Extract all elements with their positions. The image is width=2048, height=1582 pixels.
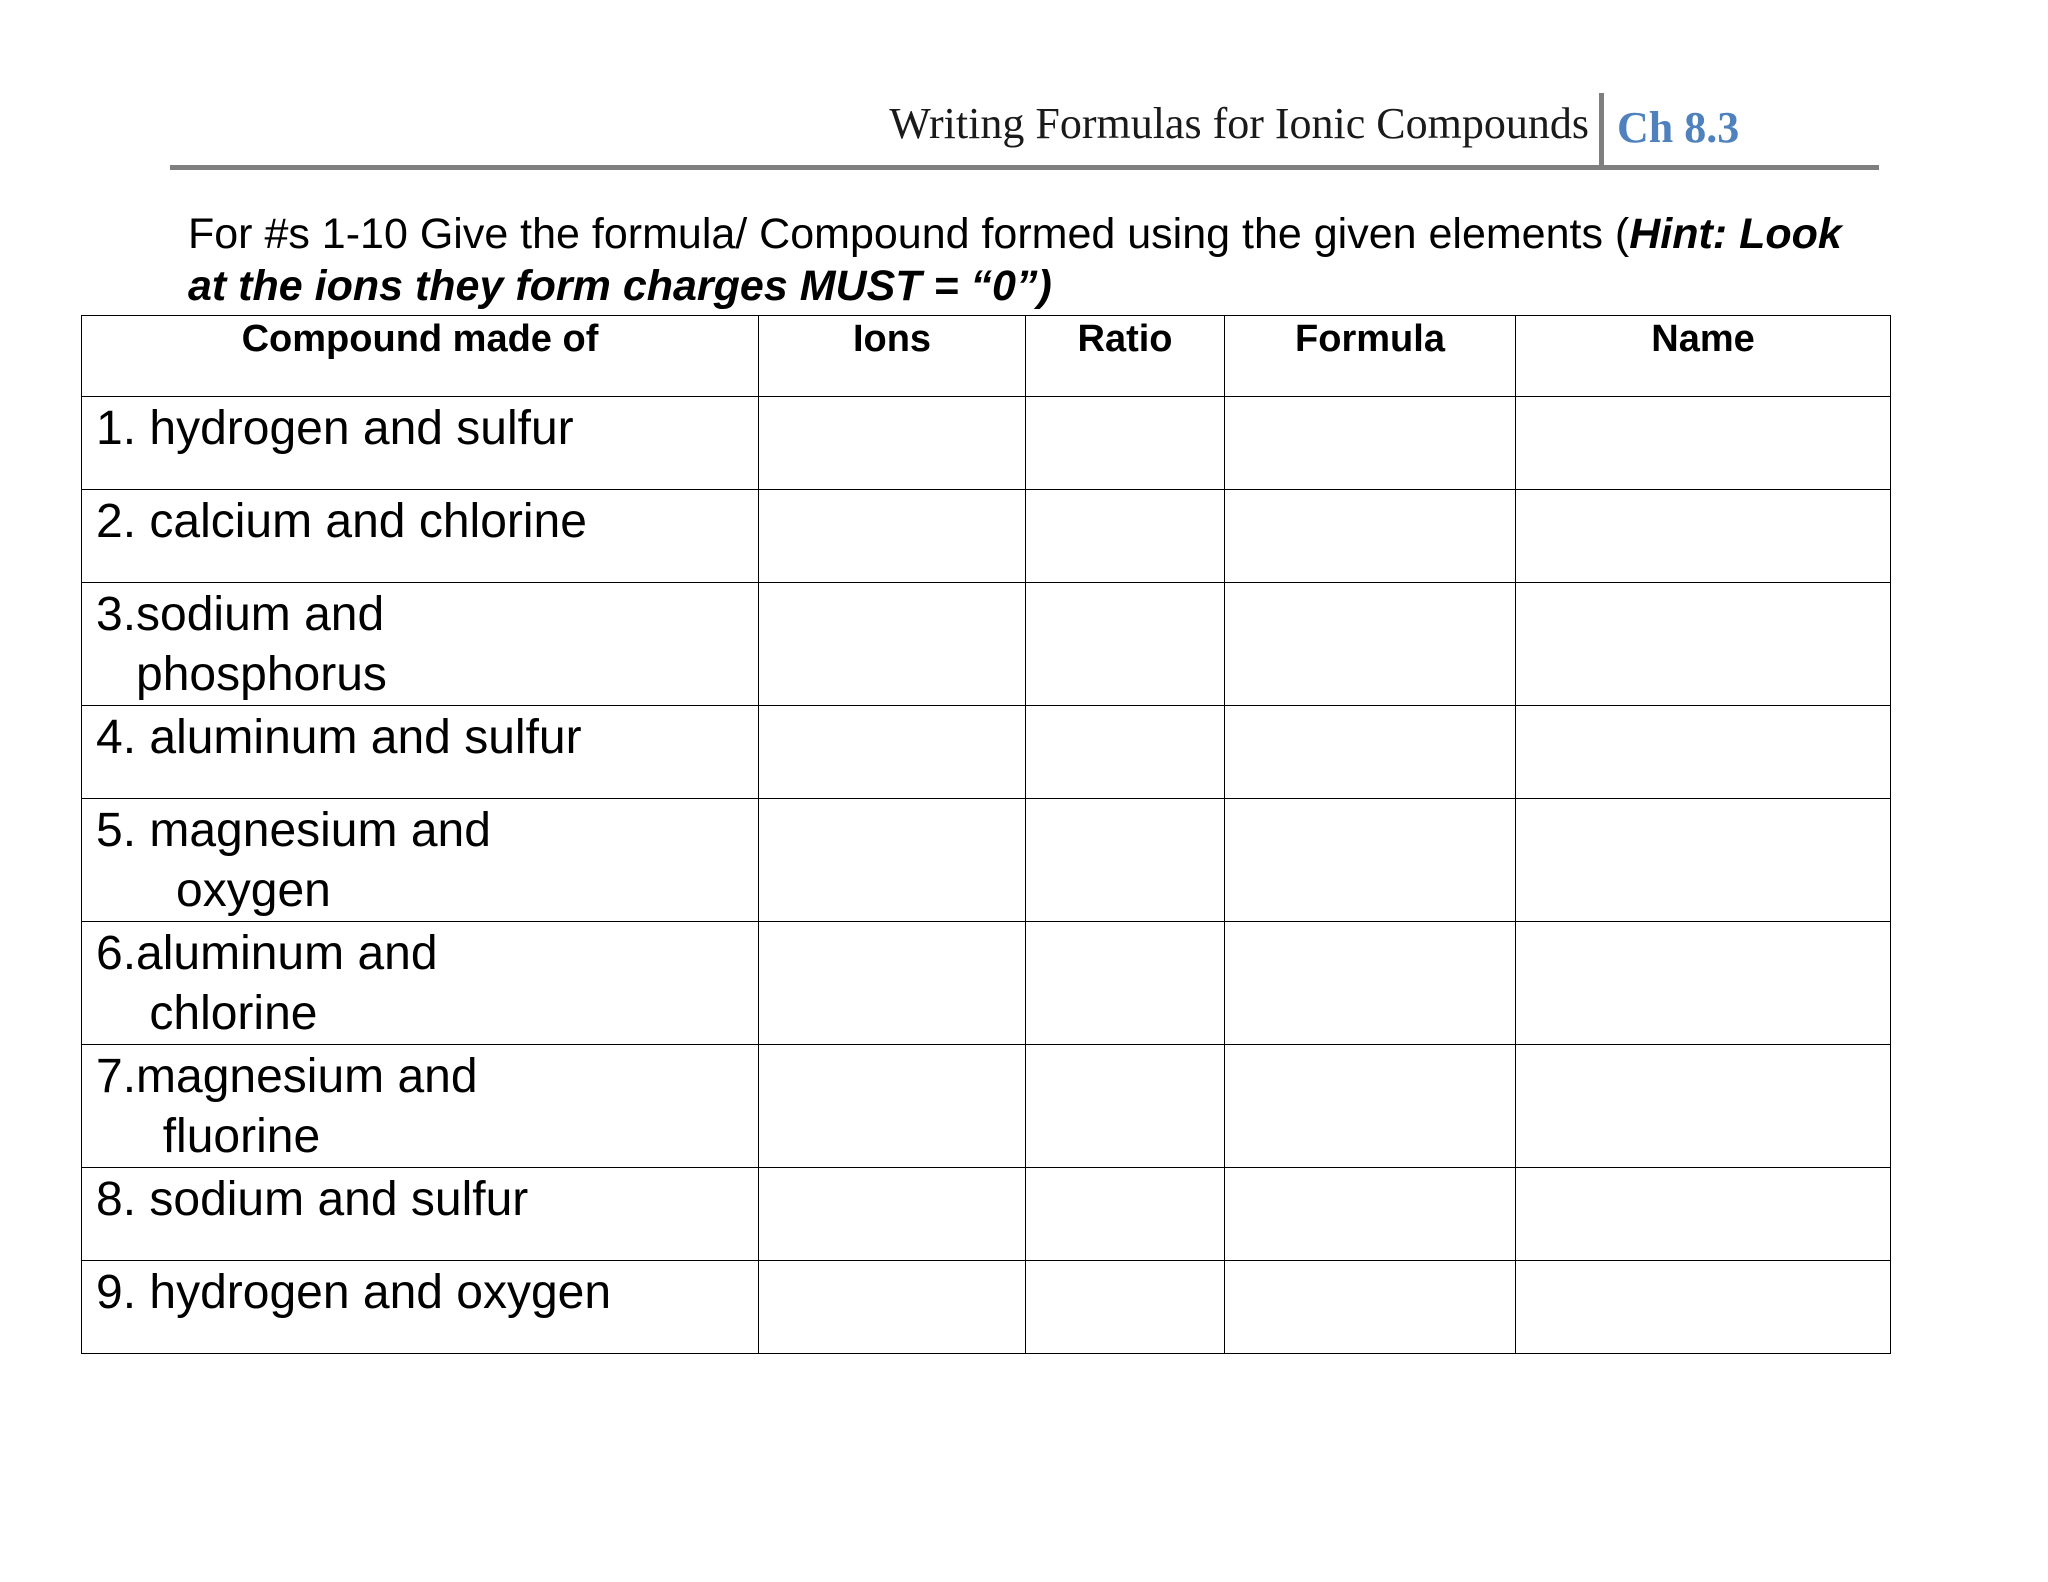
item-text: sodium and phosphorus [136, 588, 387, 701]
name-cell[interactable] [1516, 1168, 1891, 1261]
compound-cell [82, 1168, 759, 1261]
compound-cell [82, 1045, 759, 1168]
formula-cell[interactable] [1225, 799, 1516, 922]
item-number: 4. [96, 711, 137, 764]
ions-cell[interactable] [759, 490, 1026, 583]
column-header-formula: Formula [1225, 316, 1516, 397]
table-row [82, 490, 1891, 583]
ratio-cell[interactable] [1026, 1045, 1225, 1168]
formula-cell[interactable] [1225, 583, 1516, 706]
formula-cell[interactable] [1225, 490, 1516, 583]
item-text: aluminum and sulfur [149, 711, 582, 764]
name-cell[interactable] [1516, 583, 1891, 706]
compound-cell [82, 490, 759, 583]
table-header-row [82, 316, 1891, 397]
item-number: 6. [96, 927, 137, 980]
ratio-cell[interactable] [1026, 397, 1225, 490]
item-text: hydrogen and oxygen [149, 1266, 612, 1319]
table-row [82, 1168, 1891, 1261]
name-cell[interactable] [1516, 1045, 1891, 1168]
ions-cell[interactable] [759, 799, 1026, 922]
ratio-cell[interactable] [1026, 1261, 1225, 1354]
header-title: Writing Formulas for Ionic Compounds [889, 99, 1589, 148]
compound-cell [82, 922, 759, 1045]
name-cell[interactable] [1516, 799, 1891, 922]
compound-cell [82, 583, 759, 706]
ions-cell[interactable] [759, 922, 1026, 1045]
ions-cell[interactable] [759, 1261, 1026, 1354]
table-row [82, 706, 1891, 799]
table-row [82, 1261, 1891, 1354]
ions-cell[interactable] [759, 1168, 1026, 1261]
table-row [82, 922, 1891, 1045]
column-header-ions: Ions [759, 316, 1026, 397]
instructions [188, 208, 1888, 312]
ions-cell[interactable] [759, 706, 1026, 799]
formula-cell[interactable] [1225, 922, 1516, 1045]
item-text: hydrogen and sulfur [149, 402, 574, 455]
name-cell[interactable] [1516, 1261, 1891, 1354]
compound-cell [82, 799, 759, 922]
item-text: calcium and chlorine [149, 495, 587, 548]
ratio-cell[interactable] [1026, 583, 1225, 706]
column-header-ratio: Ratio [1026, 316, 1225, 397]
column-header-compound: Compound made of [82, 316, 759, 397]
name-cell[interactable] [1516, 397, 1891, 490]
item-text: magnesium and fluorine [136, 1050, 478, 1163]
name-cell[interactable] [1516, 706, 1891, 799]
header-rule [170, 165, 1879, 170]
formula-cell[interactable] [1225, 1261, 1516, 1354]
item-number: 1. [96, 402, 137, 455]
name-cell[interactable] [1516, 490, 1891, 583]
name-cell[interactable] [1516, 922, 1891, 1045]
ions-cell[interactable] [759, 397, 1026, 490]
ions-cell[interactable] [759, 1045, 1026, 1168]
item-number: 5. [96, 804, 137, 857]
table-row [82, 1045, 1891, 1168]
formula-cell[interactable] [1225, 706, 1516, 799]
formula-cell[interactable] [1225, 1168, 1516, 1261]
item-number: 8. [96, 1173, 137, 1226]
ratio-cell[interactable] [1026, 922, 1225, 1045]
header-chapter: Ch 8.3 [1617, 103, 1740, 152]
item-number: 7. [96, 1050, 137, 1103]
column-header-name: Name [1516, 316, 1891, 397]
formula-cell[interactable] [1225, 1045, 1516, 1168]
ratio-cell[interactable] [1026, 799, 1225, 922]
item-text: magnesium and oxygen [149, 804, 491, 917]
compound-cell [82, 706, 759, 799]
instructions-hint: Hint: Look at the ions they form charges MUST = “0”) [188, 210, 1842, 310]
table-row [82, 799, 1891, 922]
ratio-cell[interactable] [1026, 706, 1225, 799]
header-divider [1599, 93, 1604, 165]
item-number: 3. [96, 588, 137, 641]
formula-cell[interactable] [1225, 397, 1516, 490]
item-text: sodium and sulfur [149, 1173, 529, 1226]
ratio-cell[interactable] [1026, 1168, 1225, 1261]
item-number: 2. [96, 495, 137, 548]
item-text: aluminum and chlorine [136, 927, 438, 1040]
table-row [82, 397, 1891, 490]
worksheet-table [81, 315, 1891, 1354]
item-number: 9. [96, 1266, 137, 1319]
compound-cell [82, 397, 759, 490]
ions-cell[interactable] [759, 583, 1026, 706]
table-row [82, 583, 1891, 706]
ratio-cell[interactable] [1026, 490, 1225, 583]
instructions-text: For #s 1-10 Give the formula/ Compound formed using the given elements ( [188, 210, 1630, 258]
compound-cell [82, 1261, 759, 1354]
